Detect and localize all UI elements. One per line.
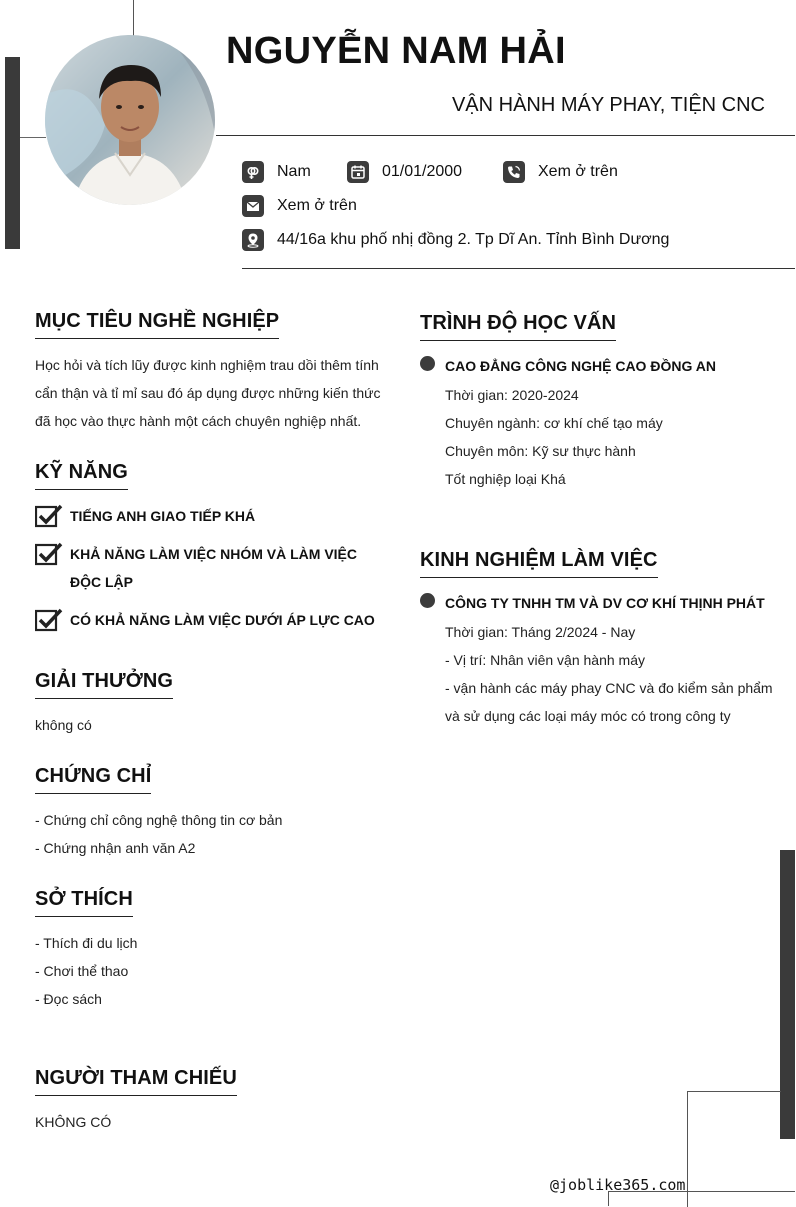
awards-heading: GIẢI THƯỞNG (35, 670, 173, 699)
gender-value: Nam (277, 163, 311, 180)
hobby-item: - Thích đi du lịch (35, 935, 138, 951)
watermark-text: @joblike365.com (550, 1176, 686, 1194)
right-accent-bar (780, 850, 795, 1139)
avatar (45, 35, 215, 205)
top-divider-vertical (133, 0, 134, 36)
gender-field (242, 161, 311, 183)
references-text: KHÔNG CÓ (35, 1114, 112, 1130)
mail-icon (242, 195, 264, 217)
birthday-value: 01/01/2000 (382, 163, 463, 180)
hobbies-list (35, 929, 137, 1013)
objective-heading: MỤC TIÊU NGHỀ NGHIỆP (35, 310, 279, 339)
skill-label: KHẢ NĂNG LÀM VIỆC NHÓM VÀ LÀM VIỆC ĐỘC LẬP (70, 546, 357, 590)
skills-heading: KỸ NĂNG (35, 461, 128, 490)
calendar-icon (347, 161, 369, 183)
skill-label: CÓ KHẢ NĂNG LÀM VIỆC DƯỚI ÁP LỰC CAO (70, 612, 375, 628)
education-bullet (420, 356, 435, 371)
certificate-item: - Chứng chỉ công nghệ thông tin cơ bản (35, 812, 283, 828)
objective-line: cẩn thận và tỉ mỉ sau đó áp dụng được những kiến thức (35, 385, 381, 401)
education-line: Chuyên môn: Kỹ sư thực hành (445, 443, 636, 459)
avatar-photo (45, 35, 215, 205)
email-value: Xem ở trên (277, 197, 357, 214)
address-value: 44/16a khu phố nhị đồng 2. Tp Dĩ An. Tỉnh Bình Dương (277, 231, 670, 248)
awards-text: không có (35, 717, 92, 733)
phone-field (503, 161, 618, 183)
education-line: Chuyên ngành: cơ khí chế tạo máy (445, 415, 663, 431)
references-heading: NGƯỜI THAM CHIẾU (35, 1067, 237, 1096)
hobby-item: - Chơi thể thao (35, 963, 129, 979)
education-line: Tốt nghiệp loại Khá (445, 471, 566, 487)
experience-line: - Vị trí: Nhân viên vận hành máy (445, 652, 645, 668)
objective-line: Học hỏi và tích lũy được kinh nghiệm trau dồi thêm tính (35, 357, 379, 373)
experience-line: và sử dụng các loại máy móc có trong công ty (445, 708, 731, 724)
certificate-item: - Chứng nhận anh văn A2 (35, 840, 196, 856)
avatar-connector-line (20, 137, 46, 138)
gender-icon (242, 161, 264, 183)
certificates-list (35, 806, 282, 862)
experience-line: Thời gian: Tháng 2/2024 - Nay (445, 624, 636, 640)
address-field (242, 229, 669, 251)
skill-item (35, 540, 385, 596)
skill-item (35, 502, 385, 530)
experience-bullet (420, 593, 435, 608)
education-line: Thời gian: 2020-2024 (445, 387, 579, 403)
location-icon (242, 229, 264, 251)
checkbox-check-icon (35, 608, 63, 632)
birthday-field (347, 161, 462, 183)
skill-label: TIẾNG ANH GIAO TIẾP KHÁ (70, 508, 256, 524)
experience-details (445, 618, 773, 730)
phone-icon (503, 161, 525, 183)
objective-text (35, 351, 381, 435)
objective-line: đã học vào thực hành một cách chuyên nghiệp nhất. (35, 413, 362, 429)
experience-heading: KINH NGHIỆM LÀM VIỆC (420, 549, 658, 578)
left-accent-bar (5, 57, 20, 249)
corner-frame (687, 1091, 781, 1207)
certificates-heading: CHỨNG CHỈ (35, 765, 151, 794)
education-details (445, 381, 663, 493)
company-name: CÔNG TY TNHH TM VÀ DV CƠ KHÍ THỊNH PHÁT (445, 595, 765, 611)
checkbox-check-icon (35, 504, 63, 528)
experience-line: - vận hành các máy phay CNC và đo kiểm sản phẩm (445, 680, 773, 696)
education-heading: TRÌNH ĐỘ HỌC VẤN (420, 312, 616, 341)
checkbox-check-icon (35, 542, 63, 566)
job-title: VẬN HÀNH MÁY PHAY, TIỆN CNC (451, 94, 765, 116)
hobby-item: - Đọc sách (35, 991, 102, 1007)
email-field (242, 195, 357, 217)
phone-value: Xem ở trên (538, 163, 618, 180)
candidate-name: NGUYỄN NAM HẢI (226, 30, 566, 72)
header-divider (216, 135, 795, 136)
school-name: CAO ĐẲNG CÔNG NGHỆ CAO ĐỒNG AN (445, 358, 716, 374)
hobbies-heading: SỞ THÍCH (35, 888, 133, 917)
contact-divider (242, 268, 795, 269)
skill-item (35, 606, 385, 634)
